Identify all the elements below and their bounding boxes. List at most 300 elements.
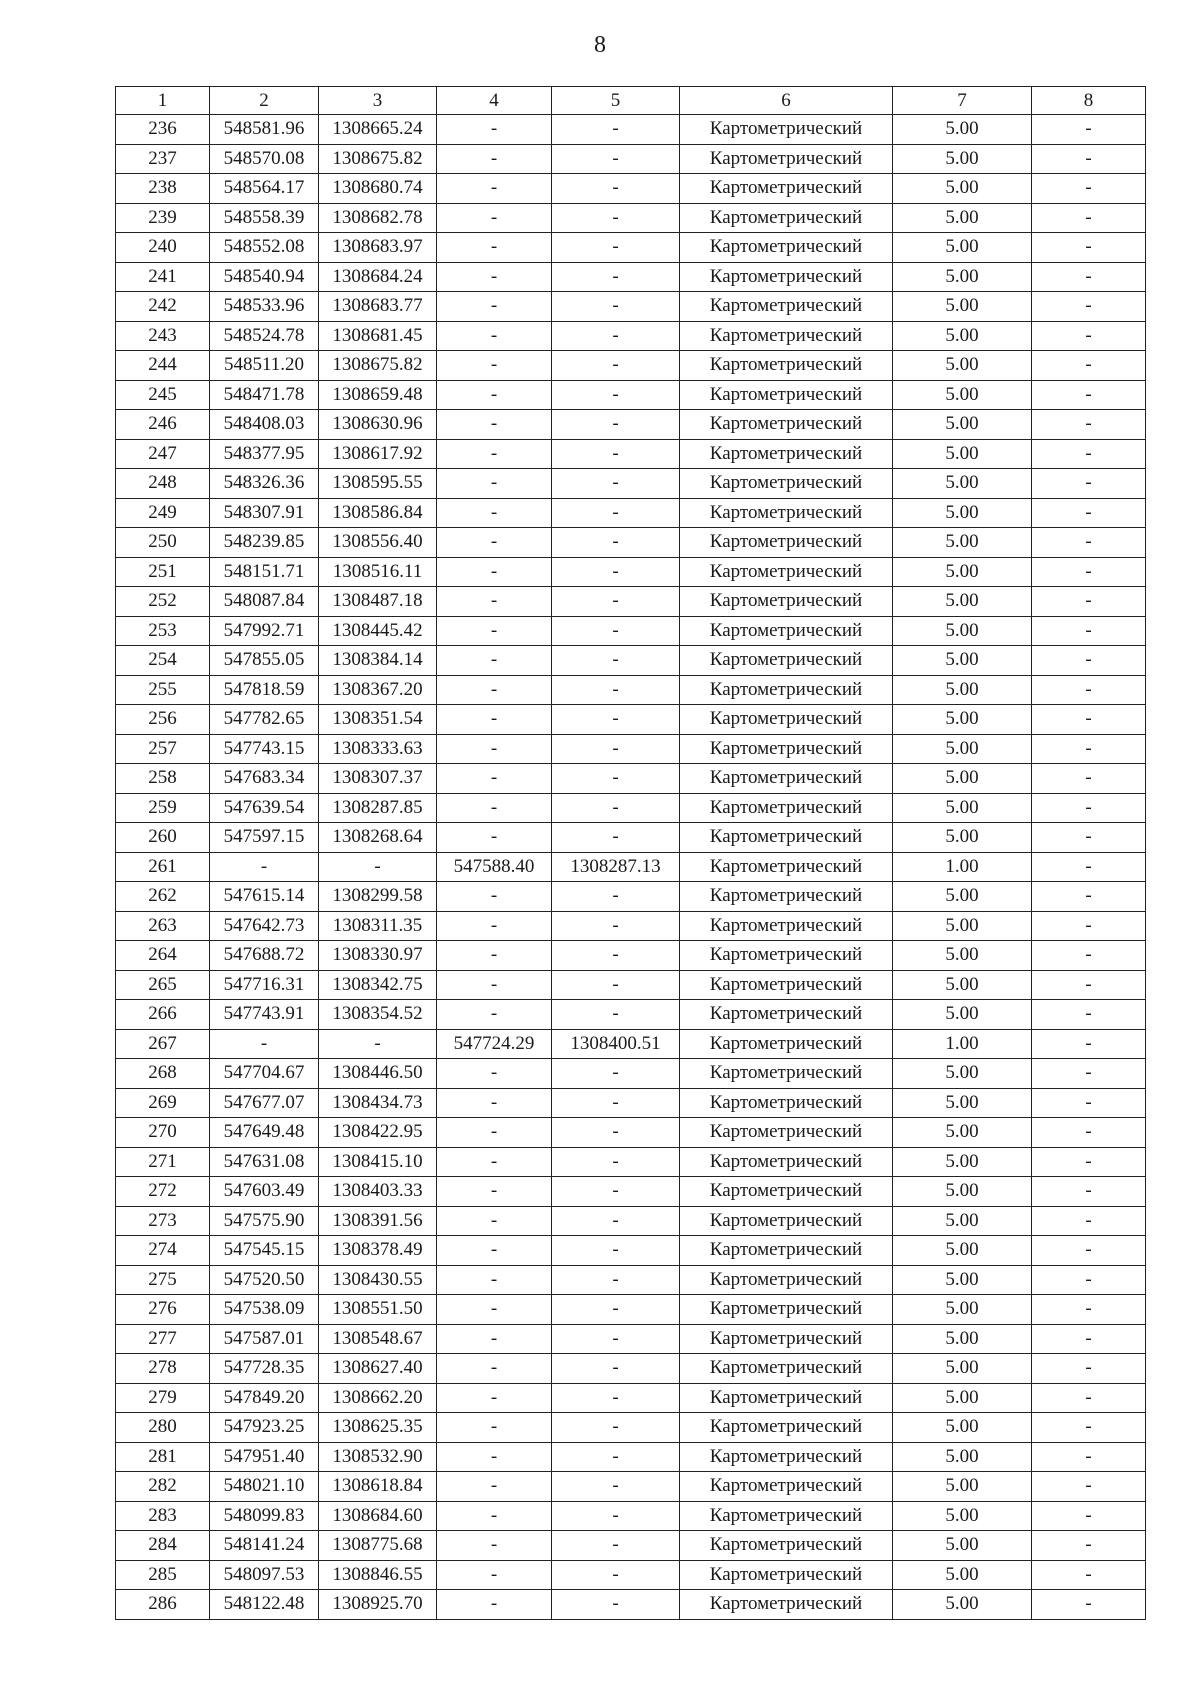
table-cell-col-7: 5.00: [893, 1383, 1032, 1413]
table-cell-col-1: 279: [116, 1383, 210, 1413]
table-cell-col-3: -: [319, 1029, 437, 1059]
table-cell-col-8: -: [1032, 941, 1146, 971]
table-cell-col-3: 1308675.82: [319, 351, 437, 381]
table-row: [116, 1324, 1146, 1354]
table-cell-col-3: 1308434.73: [319, 1088, 437, 1118]
table-row: [116, 115, 1146, 145]
table-cell-col-5: -: [552, 439, 680, 469]
table-cell-col-6: Картометрический: [680, 911, 893, 941]
table-cell-col-6: Картометрический: [680, 203, 893, 233]
column-header-7: 7: [893, 87, 1032, 115]
table-cell-col-1: 283: [116, 1501, 210, 1531]
table-cell-col-5: -: [552, 174, 680, 204]
table-cell-col-6: Картометрический: [680, 233, 893, 263]
table-cell-col-5: -: [552, 203, 680, 233]
table-cell-col-6: Картометрический: [680, 1324, 893, 1354]
table-cell-col-3: 1308487.18: [319, 587, 437, 617]
table-cell-col-1: 286: [116, 1590, 210, 1620]
table-cell-col-3: 1308287.85: [319, 793, 437, 823]
table-cell-col-2: 548377.95: [210, 439, 319, 469]
table-cell-col-4: -: [437, 233, 552, 263]
table-cell-col-6: Картометрический: [680, 705, 893, 735]
table-cell-col-6: Картометрический: [680, 410, 893, 440]
table-cell-col-4: -: [437, 262, 552, 292]
table-row: [116, 705, 1146, 735]
table-cell-col-6: Картометрический: [680, 1442, 893, 1472]
table-cell-col-6: Картометрический: [680, 793, 893, 823]
table-cell-col-7: 5.00: [893, 203, 1032, 233]
table-cell-col-8: -: [1032, 1206, 1146, 1236]
table-cell-col-8: -: [1032, 321, 1146, 351]
table-cell-col-7: 5.00: [893, 616, 1032, 646]
table-cell-col-8: -: [1032, 233, 1146, 263]
table-cell-col-4: -: [437, 1147, 552, 1177]
table-cell-col-5: -: [552, 1472, 680, 1502]
table-cell-col-5: -: [552, 469, 680, 499]
table-cell-col-4: -: [437, 1383, 552, 1413]
table-cell-col-6: Картометрический: [680, 498, 893, 528]
table-cell-col-6: Картометрический: [680, 882, 893, 912]
table-cell-col-7: 5.00: [893, 1295, 1032, 1325]
table-cell-col-7: 5.00: [893, 1560, 1032, 1590]
table-cell-col-6: Картометрический: [680, 1531, 893, 1561]
table-cell-col-8: -: [1032, 1118, 1146, 1148]
table-cell-col-6: Картометрический: [680, 1383, 893, 1413]
table-cell-col-8: -: [1032, 705, 1146, 735]
table-cell-col-6: Картометрический: [680, 1000, 893, 1030]
table-row: [116, 144, 1146, 174]
table-cell-col-2: 547575.90: [210, 1206, 319, 1236]
table-cell-col-2: 547538.09: [210, 1295, 319, 1325]
table-cell-col-3: 1308403.33: [319, 1177, 437, 1207]
table-cell-col-2: 547649.48: [210, 1118, 319, 1148]
table-cell-col-8: -: [1032, 1501, 1146, 1531]
table-cell-col-8: -: [1032, 469, 1146, 499]
table-cell-col-5: -: [552, 705, 680, 735]
table-cell-col-2: 547855.05: [210, 646, 319, 676]
table-cell-col-7: 5.00: [893, 292, 1032, 322]
table-cell-col-7: 5.00: [893, 233, 1032, 263]
table-row: [116, 1236, 1146, 1266]
table-cell-col-2: -: [210, 852, 319, 882]
table-cell-col-6: Картометрический: [680, 734, 893, 764]
table-cell-col-8: -: [1032, 380, 1146, 410]
table-row: [116, 734, 1146, 764]
table-cell-col-3: 1308268.64: [319, 823, 437, 853]
table-cell-col-5: 1308400.51: [552, 1029, 680, 1059]
table-cell-col-2: 547716.31: [210, 970, 319, 1000]
table-cell-col-8: -: [1032, 1147, 1146, 1177]
table-cell-col-8: -: [1032, 528, 1146, 558]
table-cell-col-2: 548122.48: [210, 1590, 319, 1620]
table-cell-col-1: 246: [116, 410, 210, 440]
table-row: [116, 1118, 1146, 1148]
table-row: [116, 498, 1146, 528]
table-cell-col-4: -: [437, 646, 552, 676]
table-cell-col-6: Картометрический: [680, 1206, 893, 1236]
table-cell-col-1: 276: [116, 1295, 210, 1325]
table-cell-col-5: -: [552, 882, 680, 912]
table-row: [116, 469, 1146, 499]
table-cell-col-7: 5.00: [893, 321, 1032, 351]
table-cell-col-1: 266: [116, 1000, 210, 1030]
table-cell-col-1: 267: [116, 1029, 210, 1059]
table-cell-col-7: 5.00: [893, 587, 1032, 617]
table-cell-col-4: -: [437, 882, 552, 912]
table-cell-col-5: -: [552, 1560, 680, 1590]
table-cell-col-3: 1308415.10: [319, 1147, 437, 1177]
table-cell-col-1: 263: [116, 911, 210, 941]
table-cell-col-4: 547588.40: [437, 852, 552, 882]
table-cell-col-5: -: [552, 1383, 680, 1413]
table-row: [116, 1442, 1146, 1472]
table-cell-col-8: -: [1032, 587, 1146, 617]
table-cell-col-4: -: [437, 1088, 552, 1118]
table-row: [116, 587, 1146, 617]
table-cell-col-5: -: [552, 941, 680, 971]
table-cell-col-4: -: [437, 1560, 552, 1590]
table-cell-col-3: 1308378.49: [319, 1236, 437, 1266]
table-cell-col-3: 1308532.90: [319, 1442, 437, 1472]
table-cell-col-1: 255: [116, 675, 210, 705]
table-cell-col-4: -: [437, 528, 552, 558]
table-cell-col-7: 1.00: [893, 852, 1032, 882]
table-cell-col-8: -: [1032, 1472, 1146, 1502]
table-cell-col-6: Картометрический: [680, 528, 893, 558]
table-cell-col-4: -: [437, 793, 552, 823]
table-cell-col-5: -: [552, 1265, 680, 1295]
table-cell-col-6: Картометрический: [680, 1029, 893, 1059]
table-cell-col-5: -: [552, 1590, 680, 1620]
table-cell-col-1: 237: [116, 144, 210, 174]
table-cell-col-3: 1308684.60: [319, 1501, 437, 1531]
table-cell-col-2: 548307.91: [210, 498, 319, 528]
table-cell-col-2: 547951.40: [210, 1442, 319, 1472]
table-cell-col-3: 1308330.97: [319, 941, 437, 971]
table-cell-col-4: -: [437, 1059, 552, 1089]
table-cell-col-5: -: [552, 823, 680, 853]
table-cell-col-7: 5.00: [893, 469, 1032, 499]
table-cell-col-4: -: [437, 380, 552, 410]
table-cell-col-8: -: [1032, 498, 1146, 528]
table-cell-col-4: -: [437, 1118, 552, 1148]
table-cell-col-3: 1308556.40: [319, 528, 437, 558]
table-cell-col-7: 5.00: [893, 1236, 1032, 1266]
table-cell-col-5: -: [552, 262, 680, 292]
table-cell-col-6: Картометрический: [680, 1236, 893, 1266]
table-row: [116, 616, 1146, 646]
table-row: [116, 793, 1146, 823]
table-cell-col-3: 1308625.35: [319, 1413, 437, 1443]
table-cell-col-5: -: [552, 1088, 680, 1118]
table-cell-col-2: 548524.78: [210, 321, 319, 351]
table-cell-col-1: 264: [116, 941, 210, 971]
table-cell-col-6: Картометрический: [680, 262, 893, 292]
table-cell-col-6: Картометрический: [680, 1560, 893, 1590]
table-cell-col-1: 248: [116, 469, 210, 499]
table-cell-col-4: -: [437, 705, 552, 735]
table-cell-col-8: -: [1032, 764, 1146, 794]
table-cell-col-7: 5.00: [893, 262, 1032, 292]
table-cell-col-5: -: [552, 528, 680, 558]
table-cell-col-7: 5.00: [893, 1413, 1032, 1443]
table-cell-col-4: -: [437, 587, 552, 617]
table-cell-col-6: Картометрический: [680, 823, 893, 853]
header-row: [116, 87, 1146, 115]
table-row: [116, 970, 1146, 1000]
table-cell-col-2: 548552.08: [210, 233, 319, 263]
table-cell-col-7: 5.00: [893, 174, 1032, 204]
table-cell-col-7: 5.00: [893, 1472, 1032, 1502]
table-cell-col-1: 262: [116, 882, 210, 912]
table-row: [116, 1029, 1146, 1059]
table-row: [116, 1177, 1146, 1207]
table-cell-col-3: 1308351.54: [319, 705, 437, 735]
table-cell-col-3: 1308430.55: [319, 1265, 437, 1295]
table-cell-col-4: -: [437, 1501, 552, 1531]
table-cell-col-4: -: [437, 174, 552, 204]
table-cell-col-4: -: [437, 498, 552, 528]
column-header-4: 4: [437, 87, 552, 115]
table-cell-col-5: -: [552, 734, 680, 764]
table-cell-col-2: 547597.15: [210, 823, 319, 853]
table-row: [116, 911, 1146, 941]
table-cell-col-3: 1308675.82: [319, 144, 437, 174]
table-cell-col-3: 1308662.20: [319, 1383, 437, 1413]
table-cell-col-3: 1308354.52: [319, 1000, 437, 1030]
page-number: 8: [594, 32, 606, 58]
table-cell-col-4: -: [437, 734, 552, 764]
table-cell-col-1: 245: [116, 380, 210, 410]
table-cell-col-6: Картометрический: [680, 587, 893, 617]
table-cell-col-5: -: [552, 1324, 680, 1354]
table-cell-col-7: 5.00: [893, 970, 1032, 1000]
table-cell-col-3: 1308516.11: [319, 557, 437, 587]
table-row: [116, 1413, 1146, 1443]
table-cell-col-3: 1308665.24: [319, 115, 437, 145]
table-cell-col-8: -: [1032, 292, 1146, 322]
table-row: [116, 1531, 1146, 1561]
table-cell-col-1: 254: [116, 646, 210, 676]
table-cell-col-2: 548540.94: [210, 262, 319, 292]
table-cell-col-3: 1308659.48: [319, 380, 437, 410]
table-cell-col-3: 1308775.68: [319, 1531, 437, 1561]
table-cell-col-5: -: [552, 1059, 680, 1089]
table-cell-col-4: -: [437, 557, 552, 587]
table-cell-col-4: -: [437, 1206, 552, 1236]
column-header-1: 1: [116, 87, 210, 115]
table-cell-col-3: 1308627.40: [319, 1354, 437, 1384]
table-cell-col-6: Картометрический: [680, 351, 893, 381]
table-cell-col-4: -: [437, 911, 552, 941]
table-body: [116, 115, 1146, 1620]
table-cell-col-7: 5.00: [893, 380, 1032, 410]
table-cell-col-1: 271: [116, 1147, 210, 1177]
table-cell-col-5: -: [552, 380, 680, 410]
table-cell-col-6: Картометрический: [680, 144, 893, 174]
table-cell-col-4: -: [437, 410, 552, 440]
table-cell-col-3: 1308307.37: [319, 764, 437, 794]
table-cell-col-5: -: [552, 616, 680, 646]
table-row: [116, 1472, 1146, 1502]
table-cell-col-2: 548239.85: [210, 528, 319, 558]
table-cell-col-4: -: [437, 1236, 552, 1266]
table-cell-col-6: Картометрический: [680, 970, 893, 1000]
table-cell-col-5: -: [552, 1413, 680, 1443]
table-cell-col-6: Картометрический: [680, 646, 893, 676]
table-cell-col-2: 548021.10: [210, 1472, 319, 1502]
table-cell-col-8: -: [1032, 675, 1146, 705]
table-cell-col-4: -: [437, 469, 552, 499]
table-cell-col-4: -: [437, 144, 552, 174]
table-cell-col-2: 548564.17: [210, 174, 319, 204]
table-cell-col-4: -: [437, 1177, 552, 1207]
table-cell-col-2: 547631.08: [210, 1147, 319, 1177]
table-cell-col-8: -: [1032, 1531, 1146, 1561]
table-cell-col-4: -: [437, 1442, 552, 1472]
table-row: [116, 292, 1146, 322]
table-cell-col-3: 1308630.96: [319, 410, 437, 440]
table-cell-col-3: 1308548.67: [319, 1324, 437, 1354]
table-cell-col-4: -: [437, 1413, 552, 1443]
table-cell-col-8: -: [1032, 144, 1146, 174]
table-cell-col-6: Картометрический: [680, 321, 893, 351]
table-cell-col-6: Картометрический: [680, 380, 893, 410]
table-cell-col-1: 243: [116, 321, 210, 351]
table-cell-col-8: -: [1032, 351, 1146, 381]
table-cell-col-7: 5.00: [893, 1265, 1032, 1295]
column-header-8: 8: [1032, 87, 1146, 115]
table-cell-col-8: -: [1032, 557, 1146, 587]
table-cell-col-3: 1308446.50: [319, 1059, 437, 1089]
table-cell-col-7: 5.00: [893, 498, 1032, 528]
table-cell-col-3: 1308680.74: [319, 174, 437, 204]
table-cell-col-2: 548511.20: [210, 351, 319, 381]
table-cell-col-1: 275: [116, 1265, 210, 1295]
table-cell-col-8: -: [1032, 203, 1146, 233]
table-cell-col-8: -: [1032, 852, 1146, 882]
table-cell-col-4: -: [437, 1295, 552, 1325]
table-cell-col-5: -: [552, 1442, 680, 1472]
table-row: [116, 1147, 1146, 1177]
table-row: [116, 174, 1146, 204]
table-cell-col-4: -: [437, 675, 552, 705]
table-row: [116, 1295, 1146, 1325]
table-cell-col-5: -: [552, 115, 680, 145]
table-cell-col-1: 259: [116, 793, 210, 823]
table-cell-col-4: -: [437, 970, 552, 1000]
table-cell-col-1: 282: [116, 1472, 210, 1502]
table-cell-col-7: 5.00: [893, 410, 1032, 440]
table-cell-col-7: 5.00: [893, 528, 1032, 558]
table-cell-col-8: -: [1032, 1029, 1146, 1059]
table-cell-col-6: Картометрический: [680, 1472, 893, 1502]
table-cell-col-1: 236: [116, 115, 210, 145]
table-cell-col-1: 272: [116, 1177, 210, 1207]
table-cell-col-7: 5.00: [893, 1177, 1032, 1207]
table-cell-col-4: -: [437, 203, 552, 233]
coordinates-table: [115, 86, 1146, 1620]
table-cell-col-6: Картометрический: [680, 439, 893, 469]
table-cell-col-1: 244: [116, 351, 210, 381]
table-row: [116, 1265, 1146, 1295]
table-cell-col-2: 548099.83: [210, 1501, 319, 1531]
table-cell-col-8: -: [1032, 1059, 1146, 1089]
table-row: [116, 380, 1146, 410]
table-cell-col-7: 1.00: [893, 1029, 1032, 1059]
table-cell-col-1: 281: [116, 1442, 210, 1472]
table-cell-col-4: -: [437, 1324, 552, 1354]
column-header-2: 2: [210, 87, 319, 115]
table-cell-col-7: 5.00: [893, 1531, 1032, 1561]
table-cell-col-5: -: [552, 1206, 680, 1236]
table-row: [116, 1560, 1146, 1590]
table-cell-col-8: -: [1032, 1236, 1146, 1266]
table-cell-col-7: 5.00: [893, 734, 1032, 764]
table-cell-col-1: 280: [116, 1413, 210, 1443]
table-row: [116, 410, 1146, 440]
table-cell-col-8: -: [1032, 174, 1146, 204]
table-row: [116, 557, 1146, 587]
table-cell-col-7: 5.00: [893, 764, 1032, 794]
table-cell-col-8: -: [1032, 1295, 1146, 1325]
column-header-6: 6: [680, 87, 893, 115]
table-cell-col-2: 547743.91: [210, 1000, 319, 1030]
table-cell-col-6: Картометрический: [680, 1147, 893, 1177]
table-cell-col-2: 547849.20: [210, 1383, 319, 1413]
table-cell-col-4: -: [437, 115, 552, 145]
table-cell-col-5: -: [552, 1118, 680, 1148]
table-row: [116, 233, 1146, 263]
table-header: [116, 87, 1146, 115]
table-cell-col-6: Картометрический: [680, 1413, 893, 1443]
table-row: [116, 1354, 1146, 1384]
table-cell-col-7: 5.00: [893, 1059, 1032, 1089]
table-cell-col-4: -: [437, 351, 552, 381]
table-cell-col-8: -: [1032, 410, 1146, 440]
table-cell-col-2: 547782.65: [210, 705, 319, 735]
table-cell-col-2: 547615.14: [210, 882, 319, 912]
table-cell-col-4: -: [437, 1472, 552, 1502]
table-cell-col-3: 1308595.55: [319, 469, 437, 499]
table-cell-col-8: -: [1032, 439, 1146, 469]
table-cell-col-3: 1308422.95: [319, 1118, 437, 1148]
table-cell-col-1: 257: [116, 734, 210, 764]
table-cell-col-3: 1308551.50: [319, 1295, 437, 1325]
table-cell-col-1: 269: [116, 1088, 210, 1118]
table-cell-col-7: 5.00: [893, 1501, 1032, 1531]
table-cell-col-2: 547992.71: [210, 616, 319, 646]
table-cell-col-5: -: [552, 1000, 680, 1030]
table-cell-col-7: 5.00: [893, 1000, 1032, 1030]
table-cell-col-1: 258: [116, 764, 210, 794]
table-cell-col-7: 5.00: [893, 1324, 1032, 1354]
table-cell-col-7: 5.00: [893, 1206, 1032, 1236]
table-cell-col-2: 548533.96: [210, 292, 319, 322]
table-cell-col-1: 277: [116, 1324, 210, 1354]
table-cell-col-1: 270: [116, 1118, 210, 1148]
table-cell-col-5: -: [552, 144, 680, 174]
table-cell-col-4: -: [437, 1265, 552, 1295]
table-cell-col-7: 5.00: [893, 1590, 1032, 1620]
table-row: [116, 1088, 1146, 1118]
table-cell-col-3: 1308684.24: [319, 262, 437, 292]
table-cell-col-2: 547704.67: [210, 1059, 319, 1089]
table-row: [116, 321, 1146, 351]
table-cell-col-6: Картометрический: [680, 764, 893, 794]
table-row: [116, 882, 1146, 912]
table-cell-col-6: Картометрический: [680, 1295, 893, 1325]
